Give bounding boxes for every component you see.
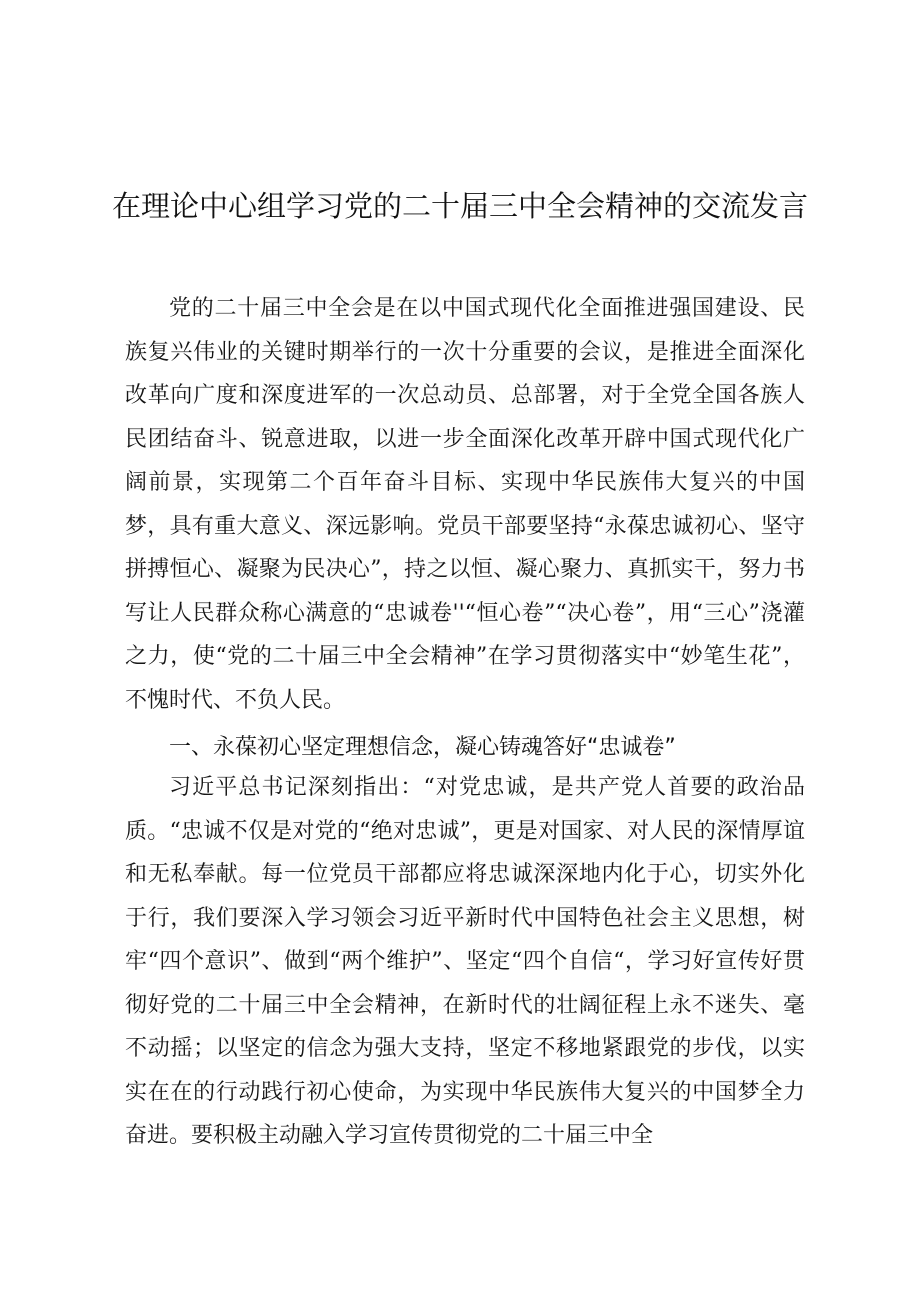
paragraph-section-1: 习近平总书记深刻指出：“对党忠诚，是共产党人首要的政治品质。“忠诚不仅是对党的“绝对忠诚”，更是对国家、对人民的深情厚谊和无私奉献。每一位党员干部都应将忠诚深深地内化于心，切实外化于行，我们要深入学习领会习近平新时代中国特色社会主义思想，树牢“四个意识”、做到“两个维护”、坚定“四个自信“，学习好宣传好贯彻好党的二十届三中全会精神，在新时代的壮阔征程上永不迷失、毫不动摇；以坚定的信念为强大支持，坚定不移地紧跟党的步伐，以实实在在的行动践行初心使命，为实现中华民族伟大复兴的中国梦全力奋进。要积极主动融入学习宣传贯彻党的二十届三中全	[125, 775, 805, 1148]
paragraph-intro: 党的二十届三中全会是在以中国式现代化全面推进强国建设、民族复兴伟业的关键时期举行的一次十分重要的会议，是推进全面深化改革向广度和深度进军的一次总动员、总部署，对于全党全国各族人民团结奋斗、锐意进取，以进一步全面深化改革开辟中国式现代化广阔前景，实现第二个百年奋斗目标、实现中华民族伟大复兴的中国梦，具有重大意义、深远影响。党员干部要坚持“永葆忠诚初心、坚守拼搏恒心、凝聚为民决心”，持之以恒、凝心聚力、真抓实干，努力书写让人民群众称心满意的“忠诚卷''“恒心卷”“决心卷”，用“三心”浇灌之力，使“党的二十届三中全会精神”在学习贯彻落实中“妙笔生花”，不愧时代、不负人民。	[125, 296, 805, 713]
document-title: 在理论中心组学习党的二十届三中全会精神的交流发言	[111, 189, 808, 223]
section-heading-1: 一、永葆初心坚定理想信念，凝心铸魂答好“忠诚卷”	[169, 735, 676, 760]
